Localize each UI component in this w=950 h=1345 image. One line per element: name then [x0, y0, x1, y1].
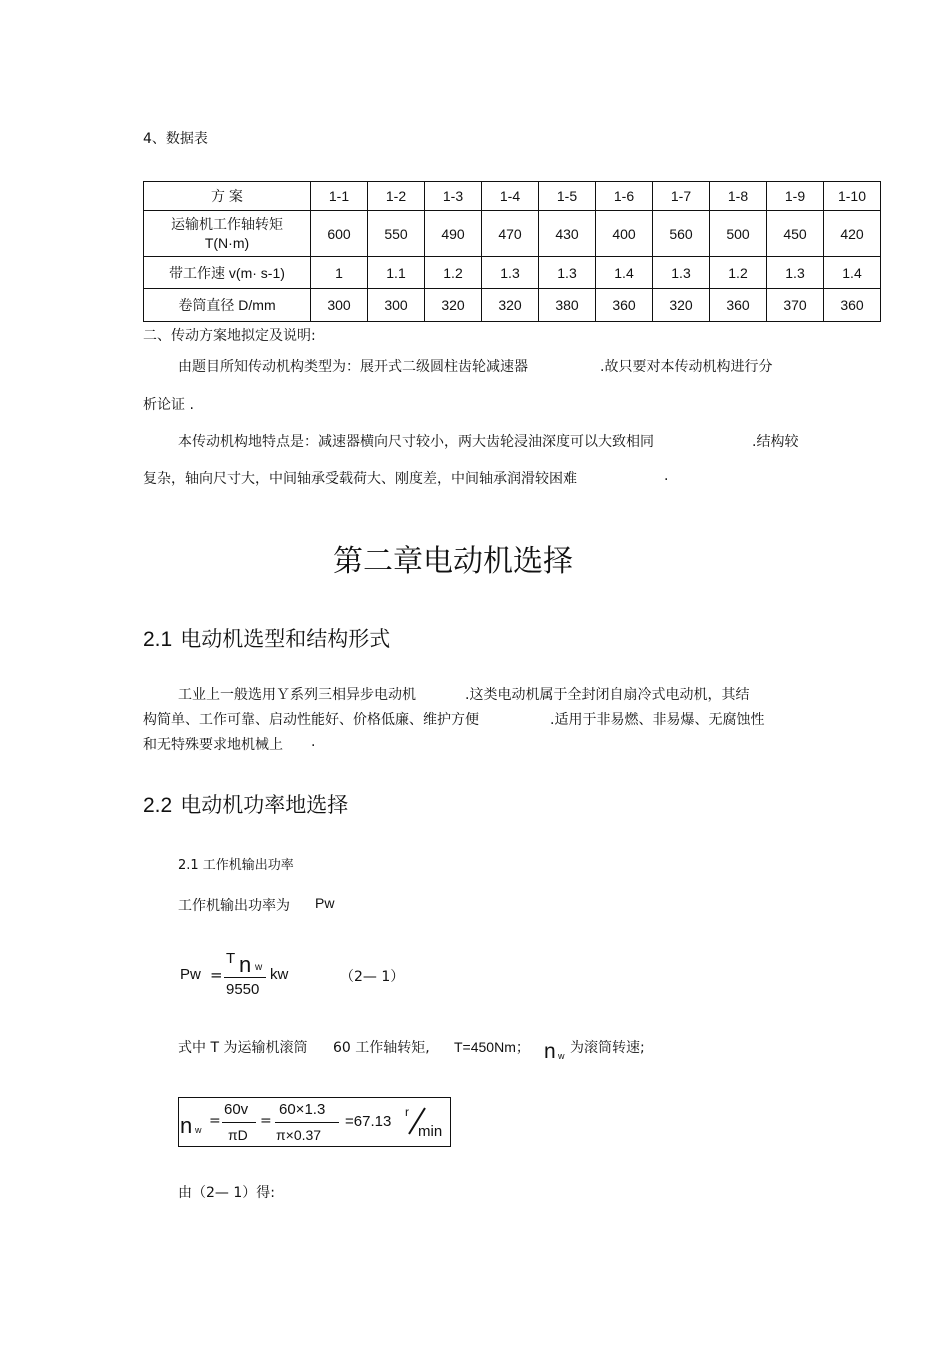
table-cell: 550 — [368, 211, 425, 257]
formula-lhs: Pw — [180, 966, 201, 983]
section-title-2-2 — [143, 789, 348, 819]
table-cell: 370 — [767, 289, 824, 322]
table-heading: 4、数据表 — [143, 131, 208, 147]
table-row — [144, 257, 881, 289]
paragraph-line: .适用于非易燃、非易爆、无腐蚀性 — [550, 712, 765, 728]
symbol-n-sub: w — [558, 1051, 565, 1061]
formula-unit: kw — [270, 966, 289, 983]
table-row — [144, 289, 881, 322]
table-cell: 1.2 — [710, 257, 767, 289]
table-cell: 1.4 — [596, 257, 653, 289]
fraction-bar — [275, 1122, 339, 1123]
column-header: 1-6 — [596, 182, 653, 211]
paragraph-line: 构简单、工作可靠、启动性能好、价格低廉、维护方便 — [143, 712, 479, 728]
row-label-line1: 运输机工作轴转矩 — [171, 215, 283, 232]
paragraph-line: .故只要对本传动机构进行分 — [600, 359, 773, 375]
formula-equals: = — [260, 1113, 272, 1129]
formula-lhs-n: n — [180, 1113, 193, 1138]
formula-equals: = — [209, 1113, 221, 1129]
table-row — [144, 211, 881, 257]
row-label: 带工作速 v(m· s-1) — [144, 257, 311, 289]
section-title-2-1 — [143, 623, 390, 653]
column-header: 1-3 — [425, 182, 482, 211]
header-label: 方 案 — [144, 182, 311, 211]
fraction1-numerator: 60v — [224, 1101, 249, 1118]
formula-lhs-sub: w — [195, 1125, 202, 1135]
column-header: 1-4 — [482, 182, 539, 211]
unit-denominator: min — [418, 1123, 443, 1140]
fraction2-denominator: π×0.37 — [276, 1127, 322, 1143]
formula-numerator-sub: w — [255, 962, 263, 973]
paragraph-line: 和无特殊要求地机械上 — [143, 737, 283, 753]
chapter-title: 第二章电动机选择 — [333, 544, 573, 579]
row-label — [144, 211, 311, 257]
table-cell: 560 — [653, 211, 710, 257]
table-cell: 420 — [824, 211, 881, 257]
table-cell: 1.3 — [482, 257, 539, 289]
column-header: 1-7 — [653, 182, 710, 211]
unit-numerator: r — [405, 1105, 409, 1119]
formula-denominator: 9550 — [226, 981, 260, 998]
section-number: 2.1 — [143, 628, 173, 651]
formula-equals: = — [210, 966, 223, 984]
table-cell: 1.1 — [368, 257, 425, 289]
table-cell: 300 — [368, 289, 425, 322]
paragraph-line: 由题目所知传动机构类型为：展开式二级圆柱齿轮减速器 — [178, 359, 528, 375]
symbol-pw: Pw — [315, 895, 335, 911]
column-header: 1-2 — [368, 182, 425, 211]
paragraph-line: 本传动机构地特点是：减速器横向尺寸较小，两大齿轮浸油深度可以大致相同 — [178, 434, 654, 450]
table-cell: 360 — [710, 289, 767, 322]
formula-tag: （2— 1） — [340, 969, 405, 985]
paragraph-line: 工业上一般选用Ｙ系列三相异步电动机 — [178, 687, 416, 703]
section-text: 电动机功率地选择 — [180, 793, 349, 817]
table-cell: 320 — [482, 289, 539, 322]
table-cell: 1.3 — [653, 257, 710, 289]
symbol-n: n — [544, 1040, 556, 1063]
row-label: 卷筒直径 D/mm — [144, 289, 311, 322]
table-header-row — [144, 182, 881, 211]
table-cell: 1.2 — [425, 257, 482, 289]
section-text: 电动机选型和结构形式 — [180, 627, 391, 651]
paragraph-line: . — [664, 468, 669, 484]
table-cell: 1.3 — [539, 257, 596, 289]
paragraph-line: 工作机输出功率为 — [178, 898, 290, 914]
paragraph-line: 由（2— 1）得: — [178, 1185, 275, 1201]
subsection-title: 2.1 工作机输出功率 — [178, 858, 294, 873]
table-cell: 1.3 — [767, 257, 824, 289]
formula-result: =67.13 — [345, 1113, 392, 1130]
paragraph-line: . — [311, 734, 316, 750]
row-label-line2: T(N·m) — [204, 234, 250, 251]
paragraph-line: .这类电动机属于全封闭自扇冷式电动机，其结 — [465, 687, 750, 703]
paragraph-line: 析论证 . — [143, 397, 194, 413]
table-cell: 430 — [539, 211, 596, 257]
paragraph-line: 复杂，轴向尺寸大，中间轴承受载荷大、刚度差，中间轴承润滑较困难 — [143, 471, 577, 487]
column-header: 1-1 — [311, 182, 368, 211]
section-heading: 二、传动方案地拟定及说明: — [143, 328, 316, 344]
table-cell: 400 — [596, 211, 653, 257]
section-number: 2.2 — [143, 794, 173, 817]
table-cell: 320 — [425, 289, 482, 322]
paragraph-line: 式中 T 为运输机滚筒 — [178, 1040, 308, 1056]
table-cell: 490 — [425, 211, 482, 257]
table-cell: 1 — [311, 257, 368, 289]
table-cell: 380 — [539, 289, 596, 322]
column-header: 1-9 — [767, 182, 824, 211]
formula-numerator-n: n — [239, 952, 252, 977]
paragraph-line: 为滚筒转速; — [570, 1040, 645, 1056]
fraction-bar — [224, 977, 266, 978]
paragraph-line: T=450Nm； — [454, 1039, 530, 1055]
fraction-bar — [222, 1122, 256, 1123]
data-table — [143, 181, 881, 322]
paragraph-line: 60 工作轴转矩, — [333, 1040, 430, 1056]
paragraph-line: .结构较 — [752, 434, 799, 450]
table-cell: 300 — [311, 289, 368, 322]
table-cell: 500 — [710, 211, 767, 257]
table-cell: 600 — [311, 211, 368, 257]
table-cell: 1.4 — [824, 257, 881, 289]
table-cell: 360 — [824, 289, 881, 322]
column-header: 1-8 — [710, 182, 767, 211]
formula-numerator-t: T — [226, 950, 236, 967]
table-cell: 360 — [596, 289, 653, 322]
column-header: 1-10 — [824, 182, 881, 211]
table-cell: 470 — [482, 211, 539, 257]
table-cell: 450 — [767, 211, 824, 257]
fraction2-numerator: 60×1.3 — [279, 1101, 326, 1118]
table-cell: 320 — [653, 289, 710, 322]
column-header: 1-5 — [539, 182, 596, 211]
fraction1-denominator: πD — [228, 1127, 248, 1143]
